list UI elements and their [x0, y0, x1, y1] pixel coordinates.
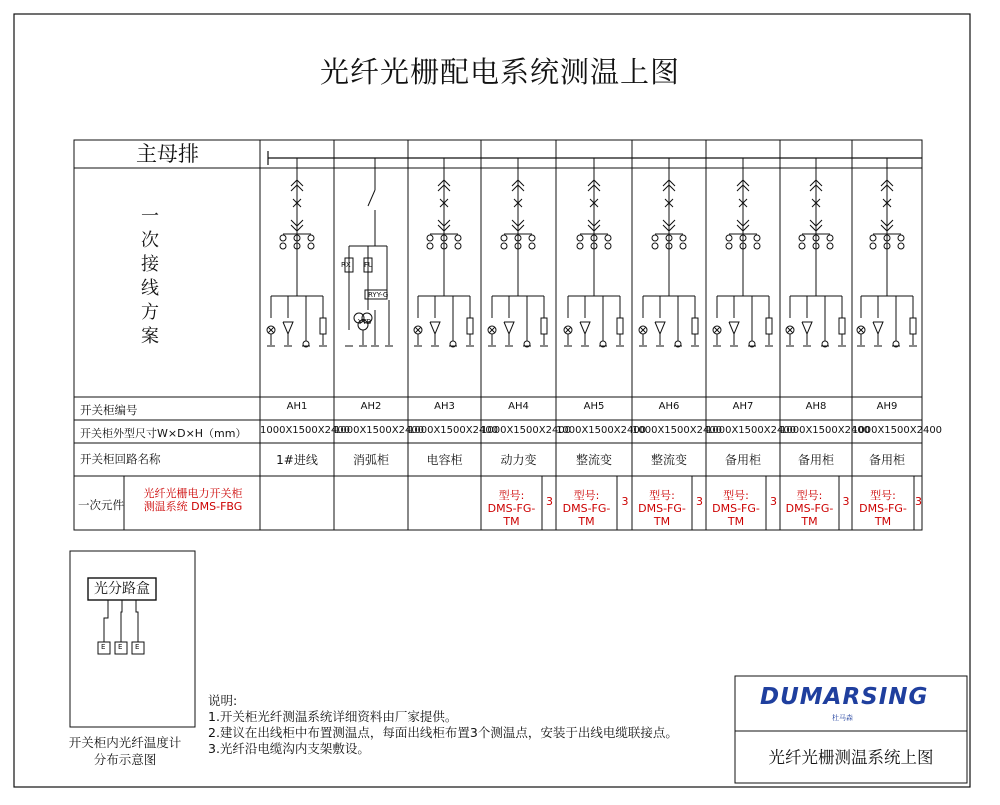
cabinet-dimension: 1000X1500X2400 [556, 425, 647, 436]
scheme-ah1 [267, 158, 327, 347]
model-qty: 3 [696, 495, 703, 508]
cabinet-name: 整流变 [575, 453, 612, 467]
row-label-dimension: 开关柜外型尺寸W×D×H（mm） [80, 427, 247, 440]
model-line2: DMS-FG-TM [638, 502, 686, 528]
main-busbar [268, 151, 922, 165]
cabinet-dimension: 1000X1500X2400 [260, 425, 351, 436]
cabinet-name: 备用柜 [724, 453, 761, 467]
model-line1: 型号: [723, 489, 749, 502]
model-line2: DMS-FG-TM [785, 502, 834, 528]
cabinet-dimension: 1000X1500X2400 [632, 425, 723, 436]
ah2-label-ytb: YTB [358, 318, 372, 326]
splitter-caption [55, 734, 195, 768]
splitter-port: E [118, 643, 123, 651]
model-qty: 3 [546, 495, 553, 508]
model-line1: 型号: [498, 489, 525, 502]
model-cell [852, 489, 914, 528]
row-label-primary-components: 一次元件 [78, 498, 124, 512]
cabinet-dimension: 1000X1500X2400 [481, 425, 572, 436]
scheme-ah8 [786, 158, 846, 347]
cabinet-name: 备用柜 [868, 453, 905, 467]
drawing-title: 光纤光栅配电系统测温上图 [319, 55, 680, 89]
model-cell [706, 489, 766, 528]
model-line2: DMS-FG-TM [487, 502, 536, 528]
model-line2: DMS-FG-TM [562, 502, 611, 528]
model-line1: 型号: [649, 489, 675, 502]
system-component-line1: 光纤光栅电力开关柜 [143, 487, 243, 500]
scheme-char: 一 [141, 206, 159, 227]
model-cell [556, 489, 617, 528]
cabinet-id: AH4 [508, 401, 529, 412]
scheme-ah6 [639, 158, 699, 347]
scheme-ah5 [564, 158, 624, 347]
caption-line: 开关柜内光纤温度计 [68, 735, 182, 750]
scheme-ah9 [857, 158, 917, 347]
cabinet-id: AH6 [658, 401, 680, 412]
splitter-box-title: 光分路盒 [94, 581, 150, 597]
company-logo: DUMARSING [760, 684, 929, 710]
note-item: 2.建议在出线柜中布置测温点，每面出线柜布置3个测温点，安装于出线电缆联接点。 [208, 725, 678, 740]
splitter-port: E [135, 643, 140, 651]
bus-label: 主母排 [136, 142, 199, 166]
notes [208, 693, 678, 757]
model-line2: DMS-FG-TM [859, 502, 907, 528]
model-cell [632, 489, 692, 528]
ah2-label-fu: FU [364, 261, 374, 269]
primary-scheme-label [130, 205, 170, 349]
scheme-char: 线 [141, 278, 159, 299]
model-line2: DMS-FG-TM [712, 502, 760, 528]
cabinet-id: AH7 [732, 401, 754, 412]
cabinet-id: AH8 [805, 401, 827, 412]
cabinet-name: 电容柜 [426, 453, 463, 467]
splitter-port: E [101, 643, 106, 651]
scheme-char: 次 [141, 230, 159, 251]
cabinet-name: 动力变 [500, 453, 537, 467]
cabinet-id: AH5 [583, 401, 605, 412]
cabinet-name: 消弧柜 [352, 453, 389, 467]
main-table-grid [74, 140, 943, 530]
scheme-char: 方 [141, 302, 159, 323]
ah2-label-rx: RX [341, 261, 351, 269]
cabinet-id: AH1 [286, 401, 308, 412]
cabinet-dimension: 1000X1500X2400 [780, 425, 871, 436]
company-logo-sub: 杜马森 [832, 714, 853, 722]
cabinet-dimension: 1000X1500X2400 [706, 425, 797, 436]
scheme-char: 案 [141, 326, 159, 347]
model-qty: 3 [842, 495, 850, 508]
row-label-cabinet-no: 开关柜编号 [80, 403, 138, 417]
scheme-ah7 [713, 158, 773, 347]
row-label-circuit-name: 开关柜回路名称 [80, 452, 161, 466]
cabinet-id: AH2 [360, 401, 382, 412]
model-qty: 3 [915, 495, 922, 508]
cabinet-name: 备用柜 [797, 453, 834, 467]
model-line1: 型号: [870, 489, 896, 502]
cabinet-name: 整流变 [650, 453, 687, 467]
note-item: 1.开关柜光纤测温系统详细资料由厂家提供。 [208, 709, 458, 724]
scheme-ah4 [488, 158, 548, 347]
cabinet-id: AH3 [434, 401, 455, 412]
caption-line: 分布示意图 [93, 752, 157, 767]
system-component-line2: 测温系统 DMS-FBG [143, 500, 243, 513]
system-component [128, 487, 258, 513]
model-line1: 型号: [796, 489, 823, 502]
ah2-label-ryy: RYY-G [368, 291, 389, 299]
scheme-char: 接 [141, 254, 159, 275]
title-block-title: 光纤光栅测温系统上图 [768, 748, 934, 767]
model-line1: 型号: [573, 489, 600, 502]
cabinet-dimension: 1000X1500X2400 [334, 425, 425, 436]
model-cell [481, 489, 542, 528]
cabinet-dimension: 1000X1500X2400 [852, 425, 943, 436]
scheme-ah3 [414, 158, 474, 347]
notes-heading: 说明: [208, 693, 238, 708]
cabinet-id: AH9 [876, 401, 898, 412]
model-cell [780, 489, 839, 528]
model-qty: 3 [621, 495, 629, 508]
cabinet-name: 1#进线 [276, 453, 318, 467]
cabinet-dimension: 1000X1500X2400 [408, 425, 499, 436]
model-qty: 3 [770, 495, 777, 508]
note-item: 3.光纤沿电缆沟内支架敷设。 [208, 741, 370, 756]
